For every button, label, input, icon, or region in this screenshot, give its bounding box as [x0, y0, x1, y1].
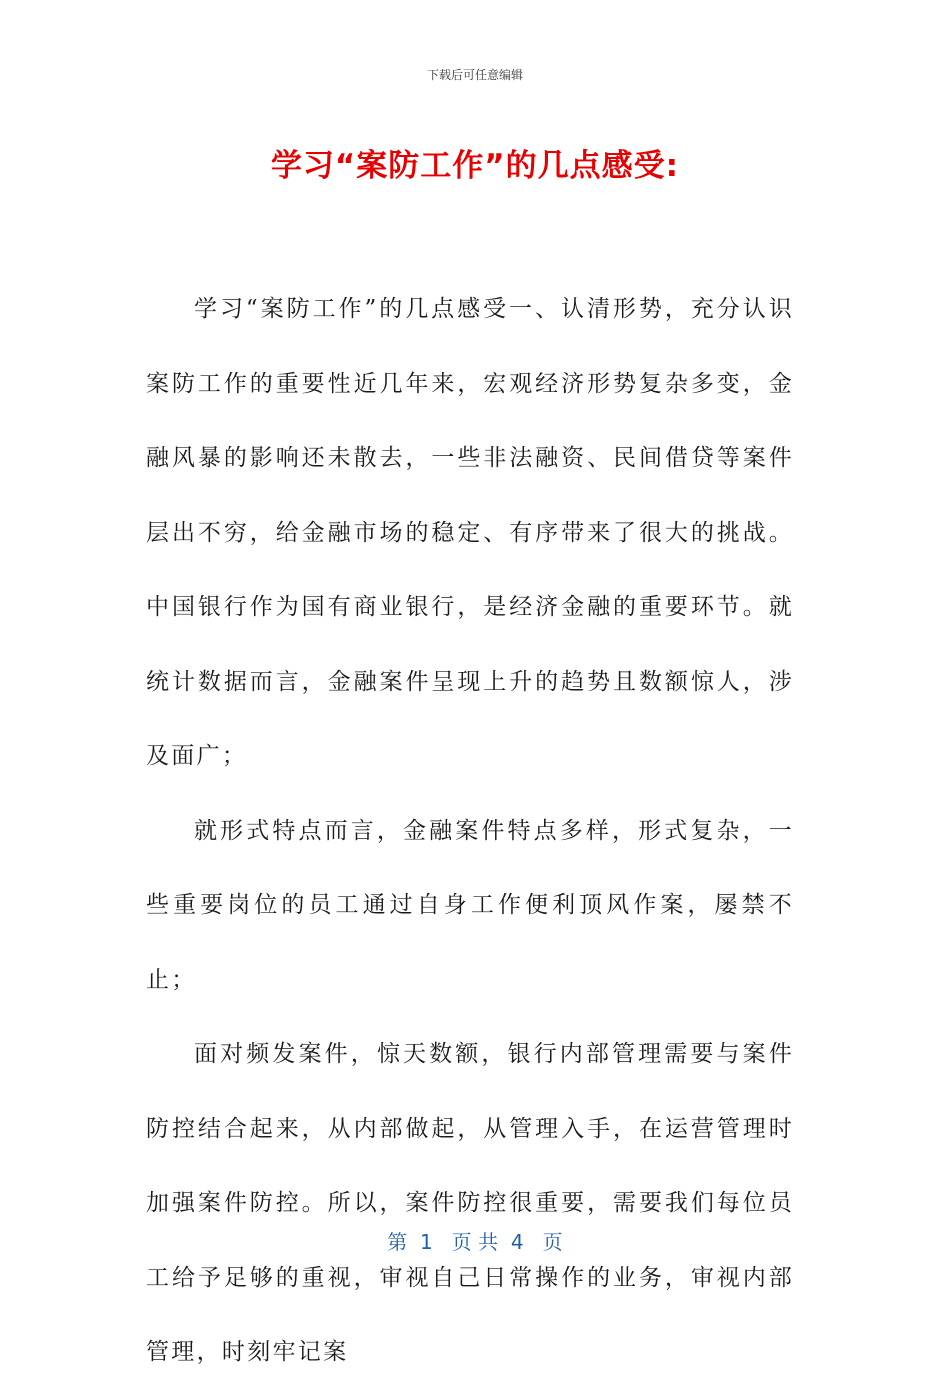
- paragraph-3: 面对频发案件，惊天数额，银行内部管理需要与案件防控结合起来，从内部做起，从管理入手，在运营管理时加强案件防控。所以，案件防控很重要，需要我们每位员工给予足够的重视，审视自己日常操作的业务，审视内部管理，时刻牢记案: [146, 1041, 794, 1365]
- paragraph-2: 就形式特点而言，金融案件特点多样，形式复杂，一些重要岗位的员工通过自身工作便利顶风作案，屡禁不止；: [146, 817, 794, 993]
- paragraph-1: 学习“案防工作”的几点感受一、认清形势，充分认识案防工作的重要性近几年来，宏观经济形势复杂多变，金融风暴的影响还未散去，一些非法融资、民间借贷等案件层出不穷，给金融市场的稳定、有序带来了很大的挑战。中国银行作为国有商业银行，是经济金融的重要环节。就统计数据而言，金融案件呈现上升的趋势且数额惊人，涉及面广；: [146, 296, 794, 769]
- page-number-footer: 第 1 页 共 4 页: [387, 1230, 563, 1254]
- document-body: [146, 272, 794, 1390]
- document-title: 学习“案防工作”的几点感受:: [270, 148, 680, 184]
- header-note: 下载后可任意编辑: [426, 68, 523, 82]
